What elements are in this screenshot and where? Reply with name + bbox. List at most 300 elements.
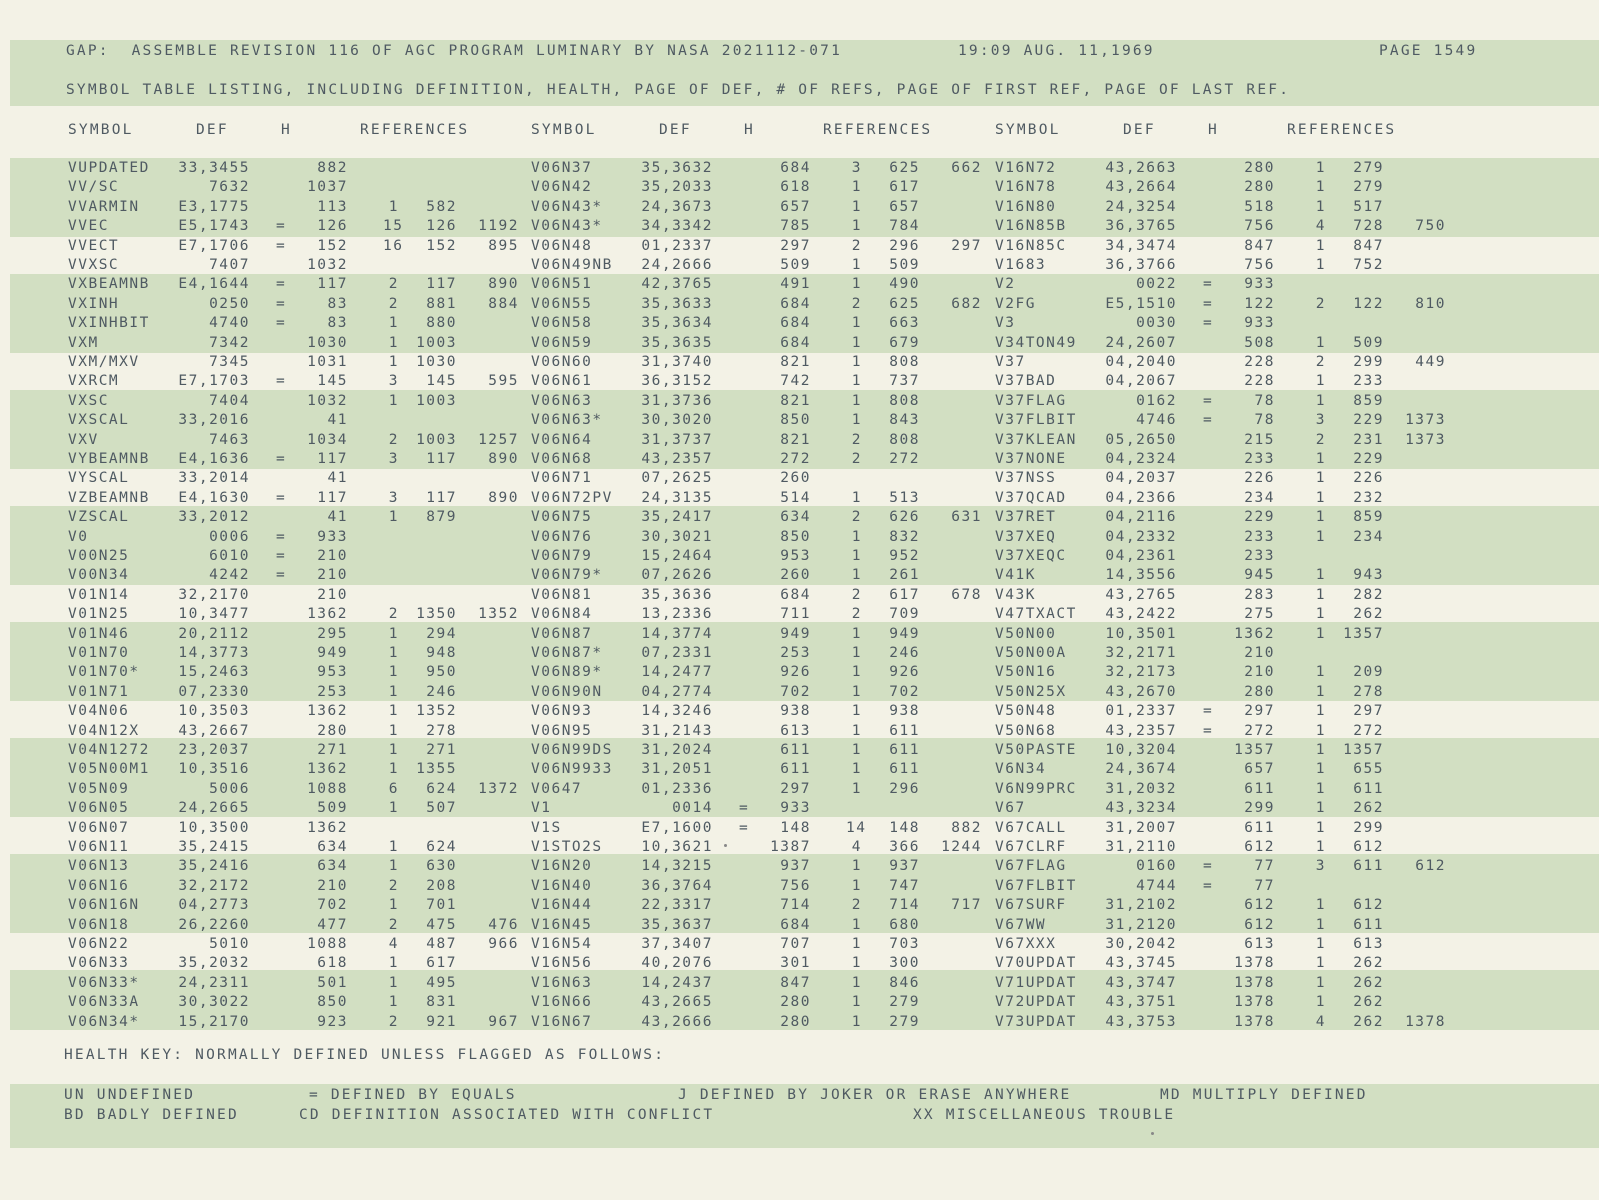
ref-count-cell: 2 bbox=[851, 586, 862, 603]
page-of-def-cell: 611 bbox=[1244, 780, 1275, 797]
table-row bbox=[0, 973, 1599, 993]
symbol-cell: V50N48 bbox=[995, 703, 1057, 720]
first-ref-cell: 299 bbox=[1353, 819, 1384, 836]
symbol-cell: V06N37 bbox=[531, 160, 593, 176]
symbol-cell: VVARMIN bbox=[68, 198, 140, 215]
symbol-cell: V37RET bbox=[995, 509, 1057, 526]
first-ref-cell: 714 bbox=[889, 897, 920, 914]
symbol-cell: V06N07 bbox=[68, 819, 130, 836]
table-row bbox=[0, 197, 1599, 217]
health-key-title: HEALTH KEY: NORMALLY DEFINED UNLESS FLAGGED AS FOLLOWS: bbox=[64, 1047, 666, 1063]
symbol-cell: V1683 bbox=[995, 257, 1047, 273]
first-ref-cell bbox=[405, 527, 457, 547]
ref-count-cell: 1 bbox=[388, 955, 399, 972]
first-ref-cell: 296 bbox=[889, 780, 920, 797]
first-ref-cell: 513 bbox=[889, 489, 920, 506]
last-ref-cell bbox=[463, 818, 519, 838]
page-of-def-cell: 113 bbox=[317, 198, 348, 215]
first-ref-cell: 663 bbox=[889, 315, 920, 332]
ref-count-cell: 2 bbox=[851, 451, 862, 467]
first-ref-cell: 234 bbox=[1353, 528, 1384, 545]
table-row bbox=[0, 934, 1599, 954]
last-ref-cell bbox=[1390, 643, 1446, 663]
first-ref-cell: 278 bbox=[426, 722, 457, 739]
first-ref-cell: 490 bbox=[889, 276, 920, 293]
first-ref-cell: 611 bbox=[1353, 858, 1384, 875]
def-cell: 43,2357 bbox=[1105, 722, 1177, 739]
page-of-def-cell: 926 bbox=[780, 664, 811, 681]
ref-count-cell: 2 bbox=[388, 295, 399, 312]
last-ref-cell bbox=[1390, 197, 1446, 217]
symbol-cell: V04N1272 bbox=[68, 742, 150, 758]
def-cell: 10,3500 bbox=[178, 819, 250, 836]
symbol-cell: V47TXACT bbox=[995, 606, 1077, 623]
last-ref-cell bbox=[926, 624, 982, 644]
page-of-def-cell: 1088 bbox=[307, 936, 348, 952]
first-ref-cell: 297 bbox=[1353, 703, 1384, 720]
def-cell: 14,3246 bbox=[641, 703, 713, 720]
page-of-def-cell: 509 bbox=[780, 257, 811, 273]
column-header-references: REFERENCES bbox=[1287, 122, 1397, 138]
page-of-def-cell: 684 bbox=[780, 295, 811, 312]
symbol-cell: V50N68 bbox=[995, 722, 1057, 739]
page-of-def-cell: 233 bbox=[1244, 528, 1275, 545]
page-of-def-cell: 491 bbox=[780, 276, 811, 293]
first-ref-cell: 262 bbox=[1353, 974, 1384, 991]
def-cell: 43,2665 bbox=[641, 994, 713, 1011]
last-ref-cell bbox=[1390, 682, 1446, 702]
ref-count-cell: 3 bbox=[388, 373, 399, 390]
page-of-def-cell: 77 bbox=[1254, 858, 1275, 875]
first-ref-cell bbox=[405, 410, 457, 430]
page-of-def-cell: 1378 bbox=[1234, 994, 1275, 1011]
ref-count-cell: 3 bbox=[1315, 858, 1326, 875]
last-ref-cell bbox=[926, 876, 982, 896]
ref-count-cell: 2 bbox=[1315, 431, 1326, 448]
first-ref-cell: 1352 bbox=[416, 703, 457, 720]
def-cell: 10,3204 bbox=[1105, 742, 1177, 758]
ref-count-cell: 1 bbox=[388, 664, 399, 681]
def-cell: 01,2336 bbox=[641, 780, 713, 797]
ref-count-cell: 1 bbox=[851, 742, 862, 758]
symbol-cell: V37QCAD bbox=[995, 489, 1067, 506]
column-header-def: DEF bbox=[1123, 122, 1156, 138]
symbol-cell: VXM bbox=[68, 334, 99, 351]
ref-count-cell: 2 bbox=[388, 877, 399, 894]
def-cell: 24,3673 bbox=[641, 198, 713, 215]
last-ref-cell: 678 bbox=[951, 586, 982, 603]
first-ref-cell bbox=[405, 565, 457, 585]
def-cell: 33,2014 bbox=[178, 470, 250, 487]
symbol-cell: V06N33 bbox=[68, 955, 130, 972]
page-of-def-cell: 657 bbox=[780, 198, 811, 215]
page-of-def-cell: 923 bbox=[317, 1013, 348, 1030]
page-of-def-cell: 283 bbox=[1244, 586, 1275, 603]
column-header-symbol: SYMBOL bbox=[531, 122, 597, 138]
health-key-un: UN UNDEFINED bbox=[64, 1087, 196, 1103]
page-of-def-cell: 1378 bbox=[1234, 955, 1275, 972]
page-of-def-cell: 148 bbox=[780, 819, 811, 836]
last-ref-cell bbox=[1390, 973, 1446, 993]
last-ref-cell bbox=[926, 313, 982, 333]
page-of-def-cell: 117 bbox=[317, 489, 348, 506]
ref-count-cell: 1 bbox=[1315, 179, 1326, 196]
page-of-def-cell: 280 bbox=[780, 994, 811, 1011]
symbol-cell: V06N55 bbox=[531, 295, 593, 312]
ref-count-cell bbox=[383, 565, 399, 585]
health-cell: = bbox=[1203, 412, 1214, 429]
first-ref-cell bbox=[405, 177, 457, 197]
page-of-def-cell: 126 bbox=[317, 218, 348, 235]
page-of-def-cell: 945 bbox=[1244, 567, 1275, 584]
last-ref-cell bbox=[1390, 779, 1446, 799]
last-ref-cell bbox=[463, 255, 519, 275]
ref-count-cell: 1 bbox=[1315, 334, 1326, 351]
first-ref-cell: 880 bbox=[426, 315, 457, 332]
last-ref-cell bbox=[926, 682, 982, 702]
def-cell: 5006 bbox=[209, 780, 250, 797]
first-ref-cell: 366 bbox=[889, 839, 920, 855]
health-cell: = bbox=[276, 451, 287, 467]
page-of-def-cell: 301 bbox=[780, 955, 811, 972]
def-cell: 43,2422 bbox=[1105, 606, 1177, 623]
first-ref-cell: 262 bbox=[1353, 606, 1384, 623]
last-ref-cell bbox=[926, 643, 982, 663]
last-ref-cell bbox=[926, 333, 982, 353]
def-cell: 07,2625 bbox=[641, 470, 713, 487]
symbol-cell: V06N81 bbox=[531, 586, 593, 603]
page-of-def-cell: 938 bbox=[780, 703, 811, 720]
page-of-def-cell: 1088 bbox=[307, 780, 348, 797]
last-ref-cell bbox=[463, 333, 519, 353]
ref-count-cell: 1 bbox=[1315, 392, 1326, 409]
table-row bbox=[0, 876, 1599, 896]
symbol-cell: V0647 bbox=[531, 780, 583, 797]
last-ref-cell bbox=[1390, 255, 1446, 275]
table-row bbox=[0, 410, 1599, 430]
first-ref-cell: 950 bbox=[426, 664, 457, 681]
ref-count-cell bbox=[383, 468, 399, 488]
def-cell: 31,2143 bbox=[641, 722, 713, 739]
page-of-def-cell: 295 bbox=[317, 625, 348, 642]
first-ref-cell: 278 bbox=[1353, 683, 1384, 700]
page-of-def-cell: 850 bbox=[780, 528, 811, 545]
ref-count-cell: 1 bbox=[388, 392, 399, 409]
first-ref-cell: 507 bbox=[426, 800, 457, 817]
def-cell: 4242 bbox=[209, 567, 250, 584]
page-of-def-cell: 612 bbox=[1244, 916, 1275, 933]
def-cell: 04,2067 bbox=[1105, 373, 1177, 390]
first-ref-cell: 475 bbox=[426, 916, 457, 933]
symbol-cell: V01N46 bbox=[68, 625, 130, 642]
ref-count-cell: 1 bbox=[1315, 373, 1326, 390]
page-of-def-cell: 210 bbox=[317, 567, 348, 584]
page-of-def-cell: 684 bbox=[780, 160, 811, 176]
def-cell: 7632 bbox=[209, 179, 250, 196]
last-ref-cell bbox=[1390, 992, 1446, 1012]
health-key-equals: = DEFINED BY EQUALS bbox=[309, 1087, 517, 1103]
ref-count-cell: 1 bbox=[851, 955, 862, 972]
ref-count-cell bbox=[383, 527, 399, 547]
ref-count-cell: 1 bbox=[388, 858, 399, 875]
page-of-def-cell: 1378 bbox=[1234, 1013, 1275, 1030]
def-cell: 31,3737 bbox=[641, 431, 713, 448]
page-of-def-cell: 756 bbox=[1244, 257, 1275, 273]
ref-count-cell: 1 bbox=[1315, 567, 1326, 584]
def-cell: 10,3501 bbox=[1105, 625, 1177, 642]
def-cell: 31,2024 bbox=[641, 742, 713, 758]
ref-count-cell: 1 bbox=[1315, 160, 1326, 176]
table-row bbox=[0, 1012, 1599, 1032]
symbol-cell: V1S bbox=[531, 819, 562, 836]
first-ref-cell: 784 bbox=[889, 218, 920, 235]
last-ref-cell bbox=[926, 915, 982, 935]
first-ref-cell: 233 bbox=[1353, 373, 1384, 390]
page-of-def-cell: 634 bbox=[317, 858, 348, 875]
page-of-def-cell: 657 bbox=[1244, 761, 1275, 778]
ref-count-cell: 1 bbox=[851, 858, 862, 875]
page-of-def-cell: 821 bbox=[780, 392, 811, 409]
last-ref-cell: 612 bbox=[1415, 858, 1446, 875]
ref-count-cell: 1 bbox=[851, 373, 862, 390]
table-row bbox=[0, 546, 1599, 566]
ref-count-cell: 1 bbox=[1315, 722, 1326, 739]
def-cell: 14,2477 bbox=[641, 664, 713, 681]
def-cell: 14,2437 bbox=[641, 974, 713, 991]
first-ref-cell: 846 bbox=[889, 974, 920, 991]
def-cell: 40,2076 bbox=[641, 955, 713, 972]
table-row bbox=[0, 953, 1599, 973]
last-ref-cell bbox=[463, 158, 519, 178]
first-ref-cell: 145 bbox=[426, 373, 457, 390]
ref-count-cell: 1 bbox=[388, 645, 399, 661]
symbol-cell: V16N40 bbox=[531, 877, 593, 894]
last-ref-cell bbox=[463, 391, 519, 411]
first-ref-cell: 229 bbox=[1353, 451, 1384, 467]
def-cell: 04,2040 bbox=[1105, 354, 1177, 370]
def-cell: 10,3516 bbox=[178, 761, 250, 778]
def-cell: 04,2037 bbox=[1105, 470, 1177, 487]
symbol-cell: V37KLEAN bbox=[995, 431, 1077, 448]
health-key-joker: J DEFINED BY JOKER OR ERASE ANYWHERE bbox=[678, 1087, 1072, 1103]
symbol-cell: V16N56 bbox=[531, 955, 593, 972]
page-of-def-cell: 83 bbox=[327, 295, 348, 312]
page-of-def-cell: 297 bbox=[780, 780, 811, 797]
last-ref-cell bbox=[1390, 701, 1446, 721]
symbol-cell: VYBEAMNB bbox=[68, 451, 150, 467]
last-ref-cell bbox=[1390, 177, 1446, 197]
first-ref-cell: 122 bbox=[1353, 295, 1384, 312]
symbol-cell: V06N89* bbox=[531, 664, 603, 681]
def-cell: 15,2464 bbox=[641, 548, 713, 564]
first-ref-cell: 487 bbox=[426, 936, 457, 952]
symbol-cell: V05N00M1 bbox=[68, 761, 150, 778]
first-ref-cell: 272 bbox=[889, 451, 920, 467]
first-ref-cell: 271 bbox=[426, 742, 457, 758]
first-ref-cell: 625 bbox=[889, 160, 920, 176]
def-cell: 05,2650 bbox=[1105, 431, 1177, 448]
def-cell: 7404 bbox=[209, 392, 250, 409]
first-ref-cell: 126 bbox=[426, 218, 457, 235]
first-ref-cell bbox=[405, 818, 457, 838]
symbol-cell: V73UPDAT bbox=[995, 1013, 1077, 1030]
first-ref-cell: 294 bbox=[426, 625, 457, 642]
first-ref-cell: 702 bbox=[889, 683, 920, 700]
def-cell: 24,2666 bbox=[641, 257, 713, 273]
table-row bbox=[0, 158, 1599, 178]
symbol-cell: V06N18 bbox=[68, 916, 130, 933]
page-of-def-cell: 210 bbox=[1244, 664, 1275, 681]
def-cell: 07,2626 bbox=[641, 567, 713, 584]
def-cell: 35,3637 bbox=[641, 916, 713, 933]
table-row bbox=[0, 740, 1599, 760]
def-cell: 36,3765 bbox=[1105, 218, 1177, 235]
symbol-cell: V70UPDAT bbox=[995, 955, 1077, 972]
ref-count-cell: 3 bbox=[1315, 412, 1326, 429]
ref-count-cell: 1 bbox=[851, 916, 862, 933]
symbol-cell: VXBEAMNB bbox=[68, 276, 150, 293]
def-cell: E4,1630 bbox=[178, 489, 250, 506]
page-of-def-cell: 850 bbox=[780, 412, 811, 429]
symbol-cell: V37BAD bbox=[995, 373, 1057, 390]
symbol-cell: V16N66 bbox=[531, 994, 593, 1011]
page-of-def-cell: 702 bbox=[780, 683, 811, 700]
page-of-def-cell: 41 bbox=[327, 412, 348, 429]
ref-count-cell: 1 bbox=[1315, 198, 1326, 215]
symbol-cell: V6N34 bbox=[995, 761, 1047, 778]
symbol-cell: V04N06 bbox=[68, 703, 130, 720]
ref-count-cell: 2 bbox=[851, 431, 862, 448]
last-ref-cell bbox=[463, 410, 519, 430]
first-ref-cell: 612 bbox=[1353, 897, 1384, 914]
def-cell: 24,3135 bbox=[641, 489, 713, 506]
last-ref-cell bbox=[926, 1012, 982, 1032]
def-cell: 26,2260 bbox=[178, 916, 250, 933]
symbol-cell: V37 bbox=[995, 354, 1026, 370]
def-cell: 43,2664 bbox=[1105, 179, 1177, 196]
ref-count-cell: 2 bbox=[851, 237, 862, 254]
last-ref-cell bbox=[1390, 953, 1446, 973]
ref-count-cell: 1 bbox=[851, 489, 862, 506]
health-cell: = bbox=[276, 295, 287, 312]
ref-count-cell: 1 bbox=[388, 839, 399, 855]
page-of-def-cell: 228 bbox=[1244, 373, 1275, 390]
column-header-symbol: SYMBOL bbox=[995, 122, 1061, 138]
column-header-health: H bbox=[281, 122, 292, 138]
ref-count-cell: 2 bbox=[851, 295, 862, 312]
first-ref-cell: 679 bbox=[889, 334, 920, 351]
def-cell: 32,2173 bbox=[1105, 664, 1177, 681]
ref-count-cell: 1 bbox=[851, 528, 862, 545]
symbol-cell: V50PASTE bbox=[995, 742, 1077, 758]
first-ref-cell bbox=[868, 798, 920, 818]
symbol-cell: V41K bbox=[995, 567, 1036, 584]
last-ref-cell bbox=[463, 662, 519, 682]
first-ref-cell: 262 bbox=[1353, 1013, 1384, 1030]
table-row bbox=[0, 313, 1599, 333]
page-of-def-cell: 210 bbox=[1244, 645, 1275, 661]
last-ref-cell bbox=[463, 856, 519, 876]
ref-count-cell: 2 bbox=[388, 276, 399, 293]
page-of-def-cell: 1031 bbox=[307, 354, 348, 370]
ref-count-cell: 1 bbox=[1315, 916, 1326, 933]
column-header-health: H bbox=[1208, 122, 1219, 138]
def-cell: 43,3751 bbox=[1105, 994, 1177, 1011]
page-of-def-cell: 1362 bbox=[307, 703, 348, 720]
page-of-def-cell: 702 bbox=[317, 897, 348, 914]
last-ref-cell bbox=[463, 837, 519, 857]
symbol-cell: V06N99DS bbox=[531, 742, 613, 758]
def-cell: 15,2463 bbox=[178, 664, 250, 681]
page-of-def-cell: 508 bbox=[1244, 334, 1275, 351]
first-ref-cell: 296 bbox=[889, 237, 920, 254]
def-cell: 10,3621 bbox=[641, 839, 713, 855]
first-ref-cell: 808 bbox=[889, 354, 920, 370]
first-ref-cell: 937 bbox=[889, 858, 920, 875]
def-cell: 35,2415 bbox=[178, 839, 250, 855]
page-of-def-cell: 272 bbox=[1244, 722, 1275, 739]
first-ref-cell bbox=[405, 546, 457, 566]
last-ref-cell bbox=[926, 410, 982, 430]
last-ref-cell bbox=[926, 953, 982, 973]
symbol-cell: V06N75 bbox=[531, 509, 593, 526]
symbol-cell: VXSC bbox=[68, 392, 109, 409]
symbol-cell: V06N9933 bbox=[531, 761, 613, 778]
ref-count-cell: 1 bbox=[1315, 994, 1326, 1011]
last-ref-cell bbox=[1390, 488, 1446, 508]
last-ref-cell bbox=[463, 953, 519, 973]
def-cell: 7407 bbox=[209, 257, 250, 273]
symbol-cell: V3 bbox=[995, 315, 1016, 332]
ref-count-cell: 1 bbox=[851, 877, 862, 894]
page-of-def-cell: 756 bbox=[780, 877, 811, 894]
health-cell: = bbox=[1203, 392, 1214, 409]
first-ref-cell: 611 bbox=[889, 761, 920, 778]
last-ref-cell bbox=[926, 468, 982, 488]
ref-count-cell bbox=[383, 818, 399, 838]
table-row bbox=[0, 837, 1599, 857]
listing-title: GAP: ASSEMBLE REVISION 116 OF AGC PROGRAM LUMINARY BY NASA 2021112-071 bbox=[66, 43, 843, 59]
table-row bbox=[0, 488, 1599, 508]
last-ref-cell: 890 bbox=[488, 276, 519, 293]
def-cell: 35,3634 bbox=[641, 315, 713, 332]
first-ref-cell: 859 bbox=[1353, 392, 1384, 409]
table-row bbox=[0, 294, 1599, 314]
def-cell: 30,2042 bbox=[1105, 936, 1177, 952]
def-cell: 4744 bbox=[1136, 877, 1177, 894]
def-cell: 30,3022 bbox=[178, 994, 250, 1011]
last-ref-cell: 449 bbox=[1415, 354, 1446, 370]
symbol-cell: V06N76 bbox=[531, 528, 593, 545]
first-ref-cell: 209 bbox=[1353, 664, 1384, 681]
symbol-cell: V72UPDAT bbox=[995, 994, 1077, 1011]
ref-count-cell: 1 bbox=[851, 548, 862, 564]
symbol-cell: V16N85B bbox=[995, 218, 1067, 235]
def-cell: 43,2667 bbox=[178, 722, 250, 739]
ref-count-cell: 4 bbox=[1315, 218, 1326, 235]
page-of-def-cell: 613 bbox=[1244, 936, 1275, 952]
last-ref-cell bbox=[926, 216, 982, 236]
first-ref-cell: 703 bbox=[889, 936, 920, 952]
symbol-cell: V06N51 bbox=[531, 276, 593, 293]
ref-count-cell: 1 bbox=[388, 198, 399, 215]
table-description: SYMBOL TABLE LISTING, INCLUDING DEFINITION, HEALTH, PAGE OF DEF, # OF REFS, PAGE OF FIRST REF, PAGE OF LAST REF. bbox=[66, 82, 1291, 98]
symbol-cell: V50N25X bbox=[995, 683, 1067, 700]
ref-count-cell: 1 bbox=[388, 742, 399, 758]
first-ref-cell: 1357 bbox=[1343, 625, 1384, 642]
ref-count-cell: 1 bbox=[1315, 800, 1326, 817]
table-row bbox=[0, 236, 1599, 256]
